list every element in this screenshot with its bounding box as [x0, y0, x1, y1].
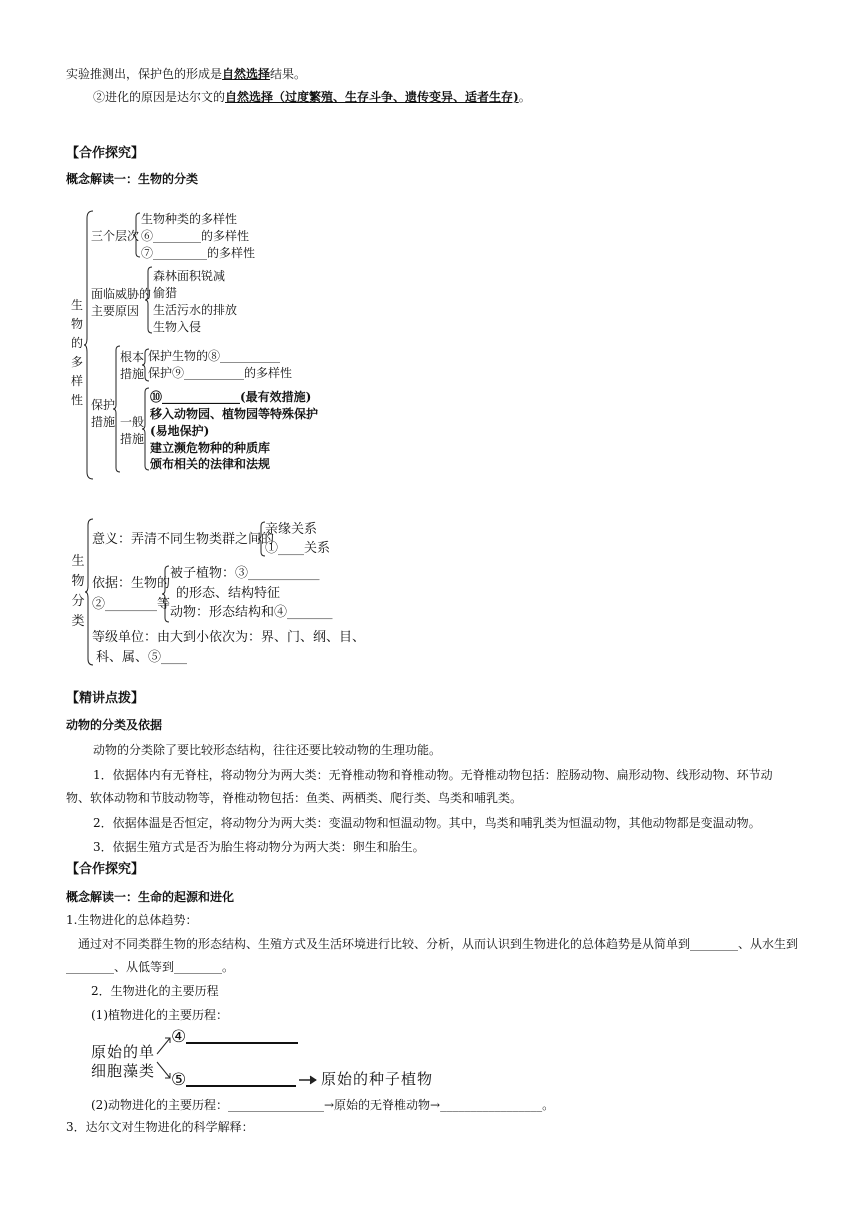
item-1-text-line-2: ________、从低等到________。: [66, 960, 235, 974]
threats-brace: [145, 266, 153, 334]
threat-item-4: 生物入侵: [153, 320, 202, 334]
basis-item-1: 被子植物：③___________: [170, 566, 320, 581]
intro-line-2-suffix: 。: [518, 90, 531, 104]
intro-line-2-key: 自然选择（过度繁殖、生存斗争、遗传变异、适者生存): [225, 90, 519, 104]
diversity-main-brace: [84, 210, 94, 480]
intro-line-1-suffix: 结果。: [270, 67, 307, 81]
fundamental-label-line-2: 措施: [120, 367, 145, 381]
meaning-item-1: 亲缘关系: [265, 522, 318, 537]
plant-end-label: 原始的种子植物: [321, 1070, 434, 1088]
paragraph-1: 动物的分类除了要比较形态结构，往往还要比较动物的生理功能。: [93, 743, 442, 757]
paragraph-3: 2．依据体温是否恒定，将动物分为两大类：变温动物和恒温动物。其中，鸟类和哺乳类为恒温动物，其他动物都是变温动物。: [93, 816, 761, 830]
general-label-line-2: 措施: [120, 432, 145, 446]
meaning-item-2: ①____关系: [265, 541, 331, 556]
concept-title-evolution: 概念解读一：生命的起源和进化: [66, 890, 235, 904]
general-item-1: ⑩_____________(最有效措施): [150, 390, 312, 404]
basis-item-2: 的形态、结构特征: [176, 586, 281, 601]
general-brace: [142, 387, 150, 471]
paragraph-2-line-1: 1．依据体内有无脊柱，将动物分为两大类：无脊椎动物和脊椎动物。无脊椎动物包括：腔肠动物、扁形动物、线形动物、环节动: [93, 768, 773, 782]
basis-brace: [162, 565, 170, 623]
meaning-label: 意义：弄清不同生物类群之间的: [92, 532, 275, 547]
diversity-root-label: 生物的多样性: [70, 298, 83, 407]
item-2-title: 2．生物进化的主要历程: [91, 984, 219, 998]
threat-item-1: 森林面积锐减: [153, 269, 226, 283]
levels-label: 三个层次: [91, 229, 140, 243]
paragraph-4: 3．依据生殖方式是否为胎生将动物分为两大类：卵生和胎生。: [93, 840, 425, 854]
branch-4-label: ④: [171, 1027, 188, 1047]
threat-item-2: 偷猎: [153, 286, 178, 300]
level-item-1: 生物种类的多样性: [141, 212, 238, 226]
plant-start-line-2: 细胞藻类: [91, 1062, 156, 1080]
subheading-animal-classification: 动物的分类及依据: [66, 718, 163, 732]
branch-5-blank: [186, 1085, 296, 1087]
threat-item-3: 生活污水的排放: [153, 303, 238, 317]
threats-label-line-2: 主要原因: [91, 304, 140, 318]
rank-line-2: 科、属、⑤____: [96, 650, 188, 665]
item-1-title: 1.生物进化的总体趋势：: [66, 913, 198, 927]
intro-line-2-prefix: ②进化的原因是达尔文的: [93, 90, 226, 104]
branch-4-blank: [186, 1042, 298, 1044]
section-heading-key-points: 【精讲点拨】: [66, 691, 145, 706]
general-item-3: (易地保护): [150, 424, 210, 438]
fundamental-item-2: 保护⑨__________的多样性: [148, 366, 293, 380]
protect-label-line-2: 措施: [91, 415, 116, 429]
item-3-title: 3．达尔文对生物进化的科学解释：: [66, 1120, 254, 1134]
item-2-2-animal-evolution: (2)动物进化的主要历程：________________→原始的无脊椎动物→_________________。: [91, 1098, 555, 1112]
general-label-line-1: 一般: [120, 415, 145, 429]
fundamental-item-1: 保护生物的⑧__________: [148, 349, 281, 363]
general-item-4: 建立濒危物种的种质库: [150, 441, 271, 455]
paragraph-2-line-2: 物、软体动物和节肢动物等，脊椎动物包括：鱼类、两栖类、爬行类、鸟类和哺乳类。: [66, 791, 523, 805]
levels-brace: [133, 212, 141, 258]
level-item-3: ⑦_________的多样性: [141, 246, 256, 260]
item-2-1-title: (1)植物进化的主要历程：: [91, 1008, 228, 1022]
intro-line-1-key: 自然选择: [222, 67, 271, 81]
basis-label-line-2: ②________等: [92, 597, 171, 612]
concept-title-classification: 概念解读一：生物的分类: [66, 172, 199, 186]
plant-start-line-1: 原始的单: [91, 1043, 156, 1061]
branch-5-label: ⑤: [171, 1070, 188, 1090]
section-heading-cooperative-1: 【合作探究】: [66, 146, 145, 161]
intro-line-1: [66, 66, 306, 82]
threats-label-line-1: 面临威胁的: [91, 287, 152, 301]
basis-label-line-1: 依据：生物的: [92, 576, 171, 591]
intro-line-2: [93, 89, 531, 105]
item-1-text-line-1: 通过对不同类群生物的形态结构、生殖方式及生活环境进行比较、分析，从而认识到生物进化的总体趋势是从简单到________、从水生到: [78, 937, 799, 951]
arrow-to-seed-plant: [299, 1074, 319, 1086]
rank-line-1: 等级单位：由大到小依次为：界、门、纲、目、: [92, 630, 366, 645]
general-item-5: 颁布相关的法律和法规: [150, 457, 271, 471]
protect-label-line-1: 保护: [91, 398, 116, 412]
section-heading-cooperative-2: 【合作探究】: [66, 862, 145, 877]
basis-item-3: 动物：形态结构和④_______: [170, 605, 333, 620]
fundamental-label-line-1: 根本: [120, 350, 145, 364]
intro-line-1-prefix: 实验推测出，保护色的形成是: [66, 67, 223, 81]
classification-root-label: 生物分类: [71, 554, 85, 629]
level-item-2: ⑥________的多样性: [141, 229, 250, 243]
general-item-2: 移入动物园、植物园等特殊保护: [150, 407, 319, 421]
